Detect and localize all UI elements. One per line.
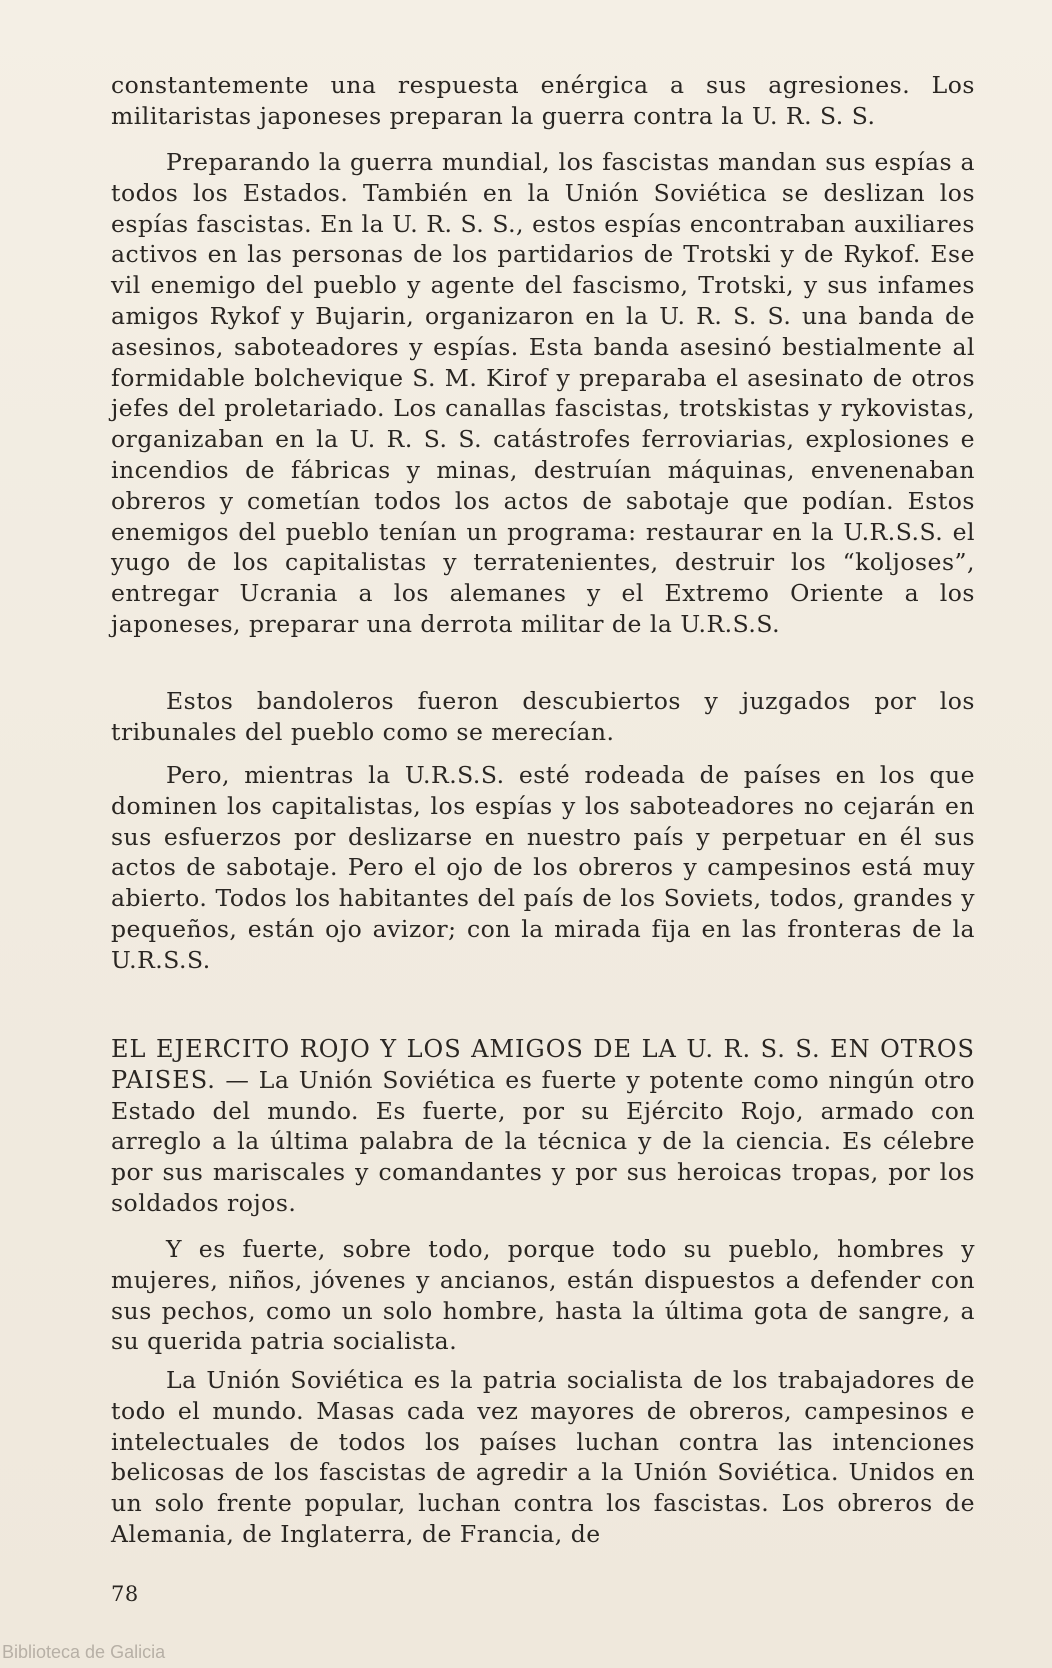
section-paragraph-people: Y es fuerte, sobre todo, porque todo su pueblo, hombres y mujeres, niños, jóvenes y ancianos, están dispuestos a defender con sus pechos, como un solo hombre, hasta la última gota de sangre, a su querida patria socialista. bbox=[111, 1235, 975, 1356]
text-column bbox=[111, 1234, 975, 1357]
section-heading: EL EJERCITO ROJO Y LOS AMIGOS DE LA U. R. S. S. EN OTROS PAISES. bbox=[111, 1035, 975, 1094]
paragraph-continuation: constantemente una respuesta enérgica a sus agresiones. Los militaristas japoneses preparan la guerra contra la U. R. S. S. bbox=[111, 71, 975, 130]
library-watermark: Biblioteca de Galicia bbox=[2, 1642, 166, 1662]
text-column bbox=[111, 1034, 975, 1219]
text-column bbox=[111, 760, 975, 976]
paragraph-spies: Preparando la guerra mundial, los fascistas mandan sus espías a todos los Estados. También en la Unión Soviética se deslizan los espías fascistas. En la U. R. S. S., estos espías encontraban auxiliares activos en las personas de los partidarios de Trotski y de Rykof. Ese vil enemigo del pueblo y agente del fascismo, Trotski, y sus infames amigos Rykof y Bujarin, organizaron en la U. R. S. S. una banda de asesinos, saboteadores y espías. Esta banda asesinó bestialmente al formidable bolchevique S. M. Kirof y preparaba el asesinato de otros jefes del proletariado. Los canallas fascistas, trotskistas y rykovistas, organizaban en la U. R. S. S. catástrofes ferroviarias, explosiones e incendios de fábricas y minas, destruían máquinas, envenenaban obreros y cometían todos los actos de sabotaje que podían. Estos enemigos del pueblo tenían un programa: restaurar en la U.R.S.S. el yugo de los capitalistas y terratenientes, destruir los “koljoses”, entregar Ucrania a los alemanes y el Extremo Oriente a los japoneses, preparar una derrota militar de la U.R.S.S. bbox=[111, 148, 975, 638]
text-column bbox=[111, 686, 975, 748]
paragraph-vigilance: Pero, mientras la U.R.S.S. esté rodeada de países en los que dominen los capitalistas, los espías y los saboteadores no cejarán en sus esfuerzos por deslizarse en nuestro país y perpetuar en él sus actos de sabotaje. Pero el ojo de los obreros y campesinos está muy abierto. Todos los habitantes del país de los Soviets, todos, grandes y pequeños, están ojo avizor; con la mirada fija en las fronteras de la U.R.S.S. bbox=[111, 761, 975, 974]
section-paragraph-homeland: La Unión Soviética es la patria socialista de los trabajadores de todo el mundo. Masas cada vez mayores de obreros, campesinos e intelectuales de todos los países luchan contra las intenciones belicosas de los fascistas de agredir a la Unión Soviética. Unidos en un solo frente popular, luchan contra los fascistas. Los obreros de Alemania, de Inglaterra, de Francia, de bbox=[111, 1366, 975, 1548]
paragraph-bandits: Estos bandoleros fueron descubiertos y juzgados por los tribunales del pueblo como se merecían. bbox=[111, 687, 975, 746]
text-column bbox=[111, 1365, 975, 1550]
section-paragraph-red-army-text: — La Unión Soviética es fuerte y potente como ningún otro Estado del mundo. Es fuerte, por su Ejército Rojo, armado con arreglo a la última palabra de la técnica y de la ciencia. Es célebre por sus mariscales y comandantes y por sus heroicas tropas, por los soldados rojos. bbox=[111, 1065, 975, 1217]
text-column bbox=[111, 147, 975, 640]
text-column bbox=[111, 70, 975, 132]
section-paragraph-red-army bbox=[111, 1034, 975, 1219]
page-number: 78 bbox=[111, 1582, 139, 1606]
